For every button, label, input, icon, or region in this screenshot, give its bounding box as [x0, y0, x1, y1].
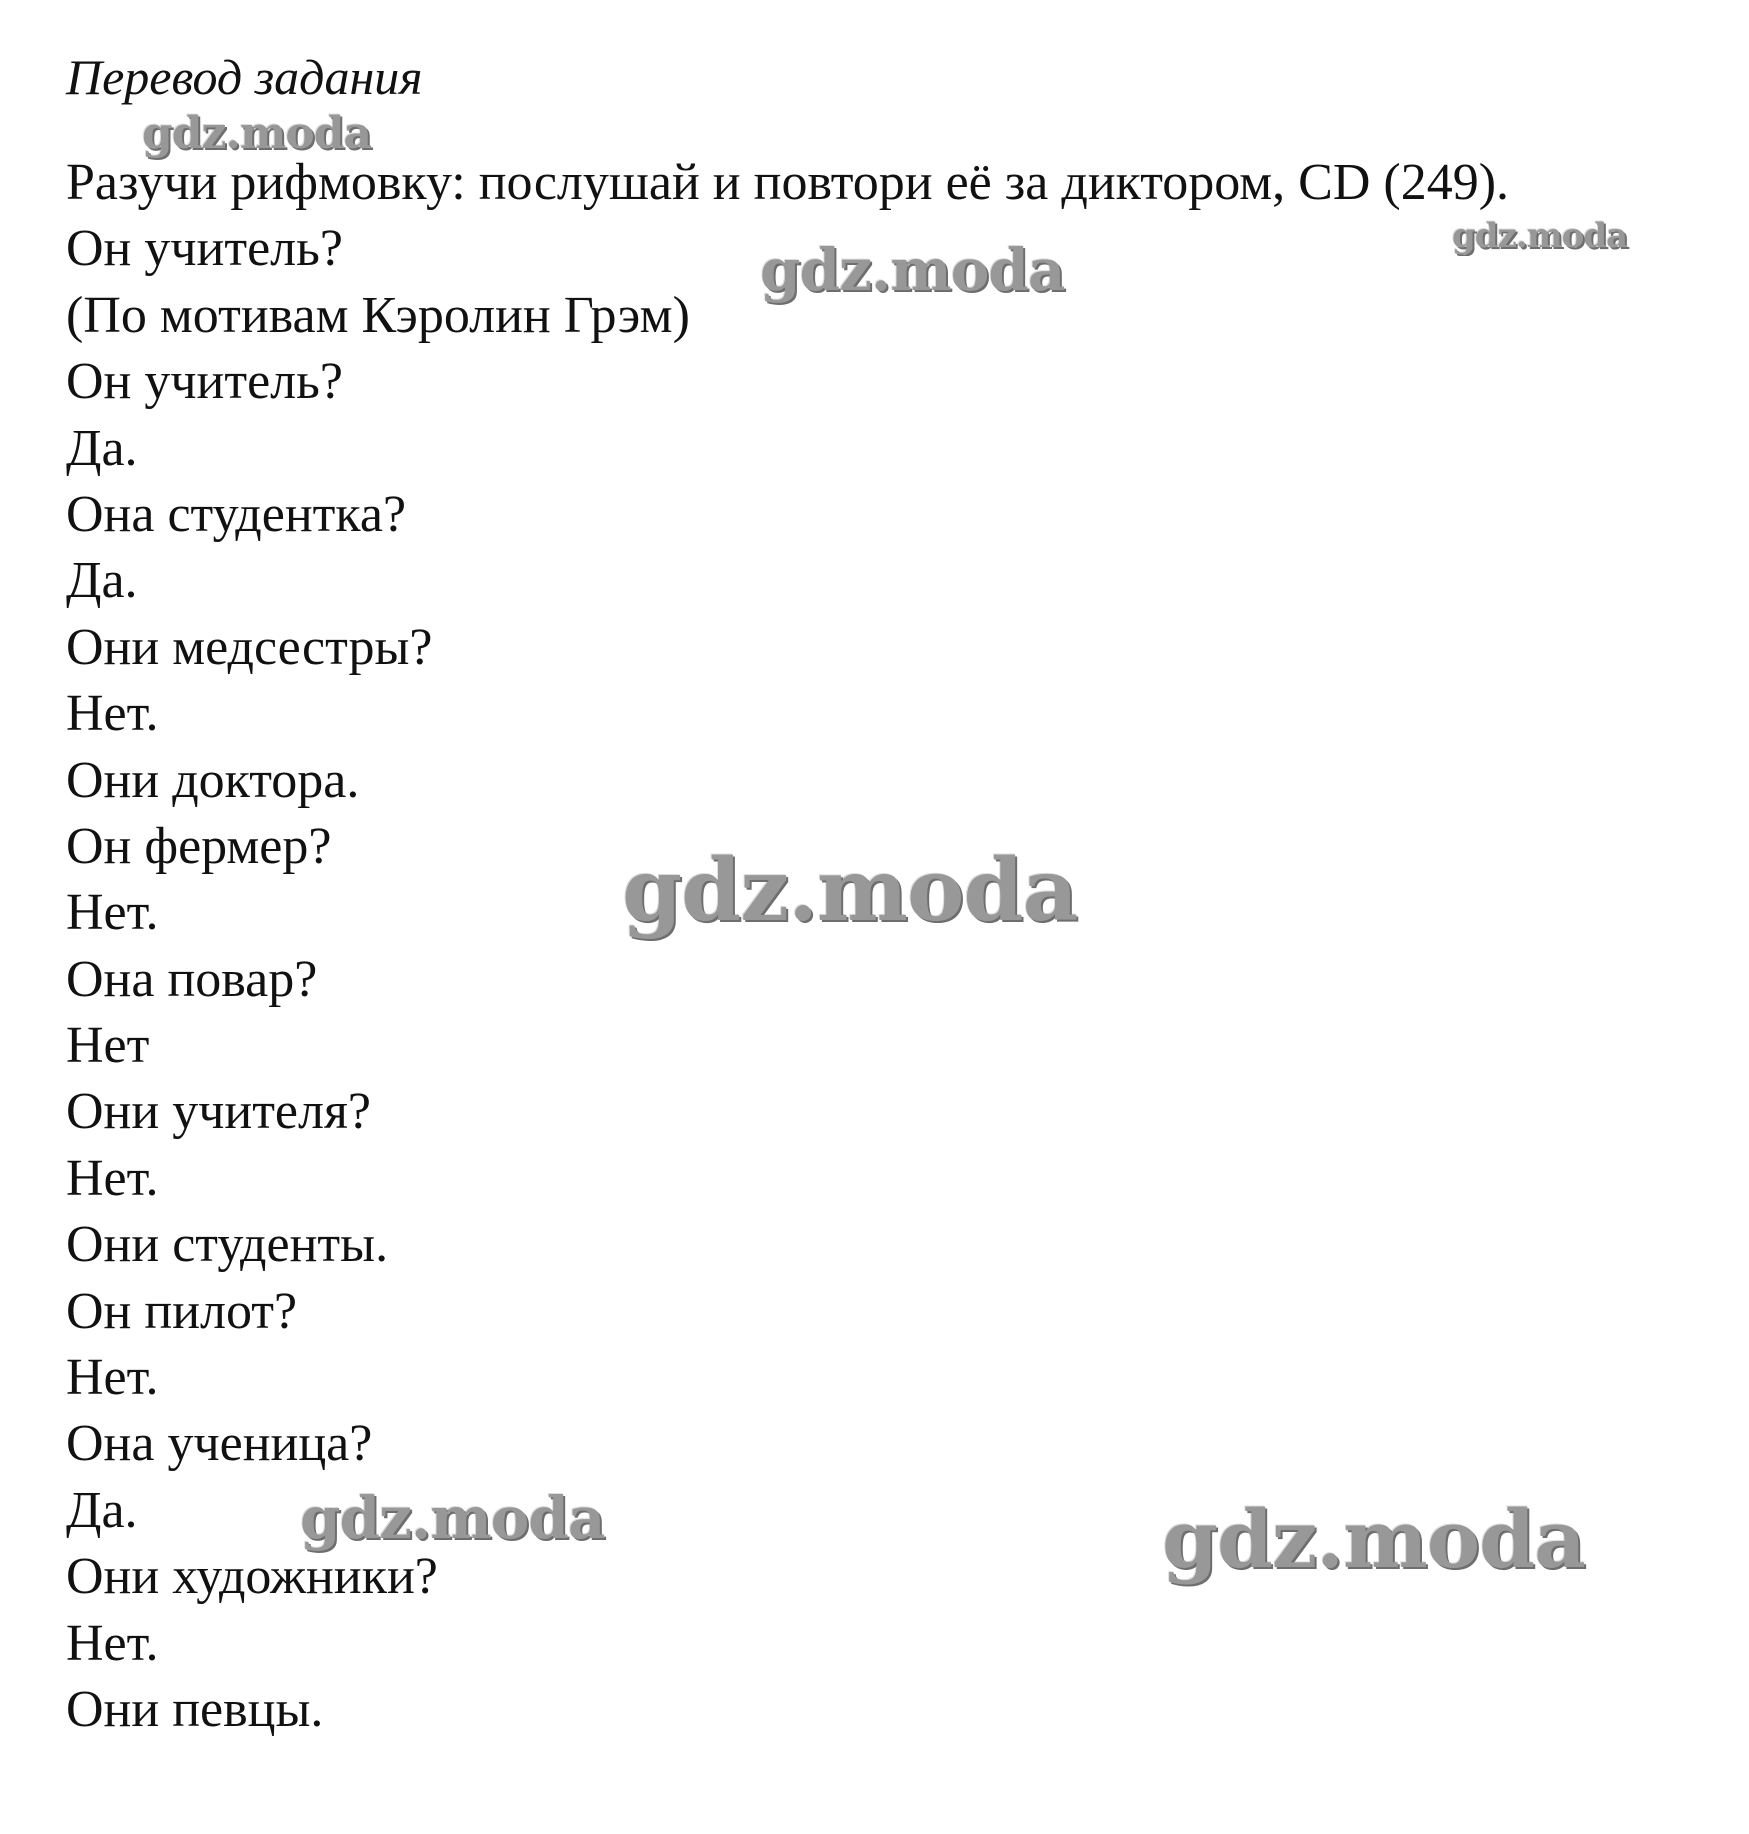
watermark: gdz.moda [142, 108, 372, 159]
watermark: gdz.moda [300, 1484, 605, 1552]
watermark: gdz.moda [760, 236, 1065, 304]
text-line: Нет. [66, 1349, 159, 1407]
text-line: Она ученица? [66, 1415, 373, 1473]
text-line: Он учитель? [66, 220, 343, 278]
text-line: Да. [66, 1481, 138, 1539]
watermark: gdz.moda [1162, 1492, 1585, 1586]
text-line: Он учитель? [66, 353, 343, 411]
text-line: (По мотивам Кэролин Грэм) [66, 286, 690, 344]
text-line: Они студенты. [66, 1216, 389, 1274]
text-line: Нет. [66, 884, 159, 942]
text-line: Они доктора. [66, 751, 360, 809]
text-line: Она повар? [66, 950, 318, 1008]
text-line: Они певцы. [66, 1680, 324, 1738]
text-line: Нет. [66, 685, 159, 743]
text-line: Он пилот? [66, 1282, 298, 1340]
text-line: Да. [66, 552, 138, 610]
text-line: Она студентка? [66, 485, 407, 543]
text-line: Нет. [66, 1149, 159, 1207]
text-line: Разучи рифмовку: послушай и повтори её за диктором, CD (249). [66, 154, 1510, 211]
text-line: Он фермер? [66, 817, 332, 875]
text-line: Нет [66, 1017, 150, 1075]
text-line: Они учителя? [66, 1083, 371, 1141]
watermark: gdz.moda [622, 840, 1078, 941]
text-line: Они художники? [66, 1548, 438, 1606]
text-line: Они медсестры? [66, 618, 433, 676]
text-line: Нет. [66, 1614, 159, 1672]
text-line: Да. [66, 419, 138, 477]
watermark: gdz.moda [1452, 216, 1628, 256]
page-heading: Перевод задания [66, 49, 423, 105]
